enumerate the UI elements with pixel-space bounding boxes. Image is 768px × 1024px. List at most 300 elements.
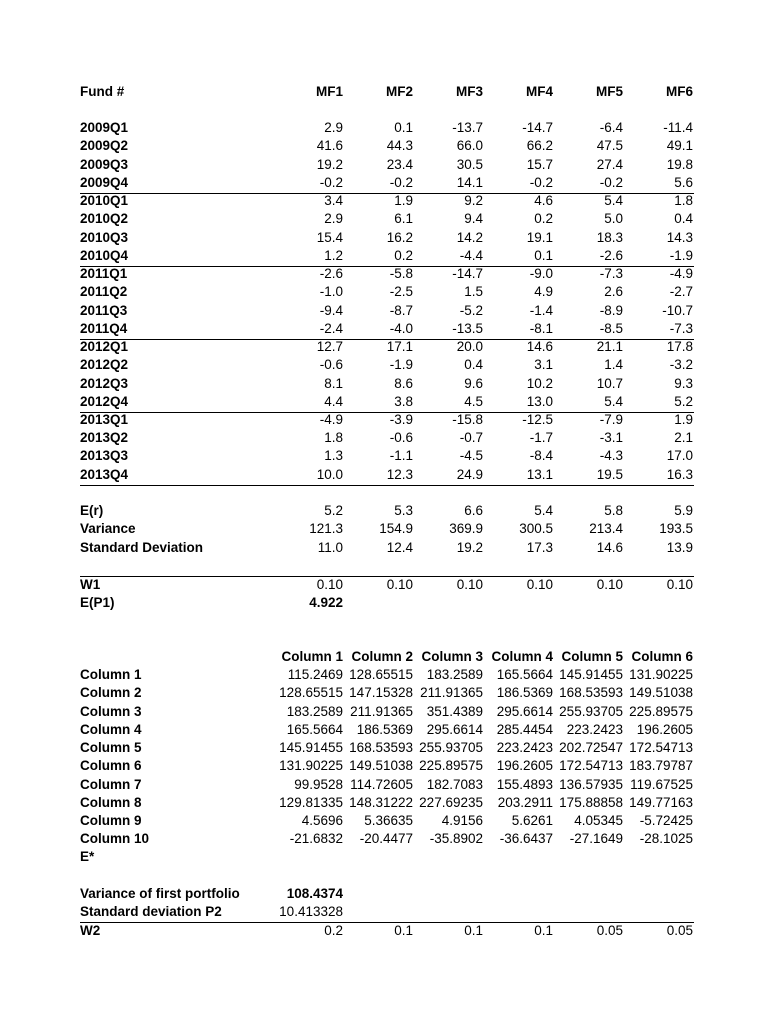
cell-value: -13.7 [452, 120, 483, 135]
cell-value: 19.2 [456, 540, 483, 555]
cell-value: 1.3 [324, 448, 343, 463]
cell-value: 4.4 [324, 394, 343, 409]
cell-value: -4.5 [459, 448, 483, 463]
cell-value: 165.5664 [286, 722, 343, 737]
cell-value: -7.3 [669, 321, 693, 336]
row-label: 2013Q4 [80, 467, 129, 482]
cell-value: -6.4 [599, 120, 623, 135]
cell-value: 4.5 [464, 394, 483, 409]
cell-value: 183.2589 [286, 704, 343, 719]
cell-value: -0.2 [389, 175, 413, 190]
cell-value: -0.7 [459, 430, 483, 445]
cell-value: -7.9 [599, 412, 623, 427]
cell-value: 0.2 [534, 211, 553, 226]
cell-value: 0.4 [464, 357, 483, 372]
cell-value: -9.4 [319, 303, 343, 318]
row-label: E(r) [80, 503, 104, 518]
stats-row [80, 502, 700, 520]
cell-value: 30.5 [456, 157, 483, 172]
quarter-row [80, 119, 700, 137]
row-label: Column 10 [80, 831, 150, 846]
cell-value: 129.81335 [279, 795, 343, 810]
cell-value: -11.4 [663, 120, 693, 135]
cell-value: 149.51038 [349, 758, 413, 773]
cell-value: 6.6 [464, 503, 483, 518]
cell-value: 168.53593 [349, 740, 413, 755]
cov-row [80, 830, 700, 848]
quarter-row [80, 338, 700, 356]
divider [80, 485, 694, 486]
cell-value: 351.4389 [426, 704, 483, 719]
cell-value: -27.1649 [569, 831, 623, 846]
stats-row [80, 539, 700, 557]
cell-value: 369.9 [449, 521, 483, 536]
cell-value: 0.4 [674, 211, 693, 226]
cell-value: 3.4 [324, 193, 343, 208]
cell-value: 47.5 [596, 138, 623, 153]
cell-value: 41.6 [316, 138, 343, 153]
cov-header: Column 4 [491, 649, 553, 664]
row-label: 2013Q1 [80, 412, 129, 427]
cell-value: -5.8 [389, 266, 413, 281]
divider [80, 412, 694, 413]
stdev-p2-value: 10.413328 [279, 904, 343, 919]
quarter-row [80, 247, 700, 265]
cell-value: 19.8 [666, 157, 693, 172]
cell-value: 227.69235 [419, 795, 483, 810]
quarter-row [80, 429, 700, 447]
cell-value: 255.93705 [419, 740, 483, 755]
row-label: 2012Q4 [80, 394, 129, 409]
ep1-value: 4.922 [309, 595, 343, 610]
cell-value: -5.2 [459, 303, 483, 318]
row-label: Column 6 [80, 758, 142, 773]
cell-value: 5.3 [394, 503, 413, 518]
cell-value: 5.8 [604, 503, 623, 518]
cell-value: 12.7 [316, 339, 343, 354]
cell-value: 121.3 [309, 521, 343, 536]
cell-value: 0.10 [316, 577, 343, 592]
ep1-row [80, 594, 700, 612]
cell-value: 13.0 [526, 394, 553, 409]
cell-value: 15.4 [316, 230, 343, 245]
cov-header: Column 6 [631, 649, 693, 664]
cov-row [80, 703, 700, 721]
stats-row [80, 520, 700, 538]
cell-value: -3.9 [389, 412, 413, 427]
cell-value: 17.3 [526, 540, 553, 555]
cell-value: 14.1 [456, 175, 483, 190]
fund-header: MF2 [386, 84, 413, 99]
cell-value: 4.9156 [441, 813, 483, 828]
cell-value: -8.1 [529, 321, 553, 336]
row-label: 2011Q4 [80, 321, 128, 336]
row-label: E* [80, 849, 95, 864]
variance-p1-row [80, 885, 700, 903]
row-label: Column 5 [80, 740, 142, 755]
cell-value: -0.2 [599, 175, 623, 190]
quarter-row [80, 229, 700, 247]
cov-header-row [80, 648, 700, 666]
row-label: E(P1) [80, 595, 115, 610]
cell-value: 13.1 [526, 467, 553, 482]
cell-value: 131.90225 [629, 667, 693, 682]
cell-value: 285.4454 [496, 722, 553, 737]
cell-value: 128.65515 [349, 667, 413, 682]
stdev-p2-row [80, 903, 700, 921]
cell-value: 2.9 [324, 120, 343, 135]
cell-value: 0.2 [394, 248, 413, 263]
cell-value: -0.6 [319, 357, 343, 372]
cov-header: Column 1 [281, 649, 343, 664]
cell-value: 2.1 [674, 430, 693, 445]
cell-value: 196.2605 [496, 758, 553, 773]
cell-value: -1.9 [389, 357, 413, 372]
row-label: Variance [80, 521, 136, 536]
cell-value: 1.9 [394, 193, 413, 208]
row-label: W2 [80, 923, 101, 938]
cell-value: 1.4 [604, 357, 623, 372]
cell-value: 5.6 [674, 175, 693, 190]
cell-value: 149.77163 [629, 795, 693, 810]
cell-value: 183.2589 [426, 667, 483, 682]
cell-value: -12.5 [522, 412, 553, 427]
cell-value: 168.53593 [559, 685, 623, 700]
cell-value: -8.7 [389, 303, 413, 318]
cell-value: 14.3 [666, 230, 693, 245]
cell-value: 0.10 [526, 577, 553, 592]
row-label: Column 7 [80, 777, 142, 792]
cell-value: -8.9 [599, 303, 623, 318]
cell-value: 5.2 [324, 503, 343, 518]
w2-row [80, 922, 700, 940]
row-label: 2010Q4 [80, 248, 129, 263]
cell-value: 5.4 [604, 193, 623, 208]
cell-value: -28.1025 [639, 831, 693, 846]
cell-value: 186.5369 [356, 722, 413, 737]
cell-value: 145.91455 [559, 667, 623, 682]
cell-value: 148.31222 [349, 795, 413, 810]
cell-value: 0.1 [394, 120, 413, 135]
cell-value: 23.4 [386, 157, 413, 172]
row-label: 2009Q2 [80, 138, 129, 153]
quarter-row [80, 356, 700, 374]
cell-value: 9.4 [464, 211, 483, 226]
cell-value: 21.1 [596, 339, 623, 354]
cov-row [80, 721, 700, 739]
cov-header: Column 3 [421, 649, 483, 664]
quarter-row [80, 375, 700, 393]
cell-value: 165.5664 [496, 667, 553, 682]
cell-value: 0.10 [456, 577, 483, 592]
cell-value: -0.2 [529, 175, 553, 190]
cell-value: 182.7083 [426, 777, 483, 792]
row-label: 2010Q3 [80, 230, 129, 245]
row-label: Variance of first portfolio [80, 886, 240, 901]
cell-value: 1.8 [674, 193, 693, 208]
quarter-row [80, 265, 700, 283]
row-label: 2009Q4 [80, 175, 129, 190]
cell-value: 1.8 [324, 430, 343, 445]
cell-value: -1.1 [389, 448, 413, 463]
cell-value: 11.0 [317, 540, 343, 555]
cell-value: 115.2469 [287, 667, 343, 682]
cell-value: 211.91365 [350, 704, 413, 719]
quarter-row [80, 447, 700, 465]
cell-value: 225.89575 [629, 704, 693, 719]
cell-value: 10.2 [526, 376, 553, 391]
cell-value: -4.9 [669, 266, 693, 281]
cell-value: -14.7 [522, 120, 553, 135]
cell-value: -4.9 [319, 412, 343, 427]
cell-value: 0.10 [386, 577, 413, 592]
row-label: W1 [80, 577, 101, 592]
cell-value: 2.6 [604, 284, 623, 299]
cell-value: -2.4 [319, 321, 343, 336]
cell-value: -21.6832 [289, 831, 343, 846]
variance-p1-value: 108.4374 [286, 886, 343, 901]
row-label: 2010Q1 [80, 193, 129, 208]
cell-value: -14.7 [452, 266, 483, 281]
cell-value: 9.3 [674, 376, 693, 391]
cell-value: -20.4477 [359, 831, 413, 846]
cell-value: 24.9 [456, 467, 483, 482]
cell-value: 5.4 [534, 503, 553, 518]
row-label: 2011Q3 [80, 303, 128, 318]
divider [80, 339, 694, 340]
cell-value: 203.2911 [497, 795, 553, 810]
cell-value: 8.6 [394, 376, 413, 391]
row-label: Column 2 [80, 685, 142, 700]
cell-value: 17.0 [666, 448, 693, 463]
cov-row [80, 666, 700, 684]
cell-value: 10.7 [596, 376, 623, 391]
cell-value: 9.2 [464, 193, 483, 208]
cell-value: 154.9 [379, 521, 413, 536]
row-label: 2013Q3 [80, 448, 129, 463]
cell-value: 225.89575 [419, 758, 483, 773]
w1-row [80, 576, 700, 594]
quarter-row [80, 466, 700, 484]
cov-row [80, 776, 700, 794]
cell-value: 175.88858 [559, 795, 623, 810]
fund-header: MF5 [596, 84, 623, 99]
cell-value: -9.0 [529, 266, 553, 281]
cell-value: -0.6 [389, 430, 413, 445]
row-label: 2010Q2 [80, 211, 129, 226]
cell-value: 0.2 [324, 923, 343, 938]
cell-value: 223.2423 [496, 740, 553, 755]
cell-value: -15.8 [452, 412, 483, 427]
cell-value: 119.67525 [630, 777, 693, 792]
cell-value: 14.6 [596, 540, 623, 555]
cov-header: Column 5 [561, 649, 623, 664]
cell-value: 17.8 [666, 339, 693, 354]
cell-value: -4.4 [459, 248, 483, 263]
cell-value: 18.3 [596, 230, 623, 245]
cell-value: 66.2 [526, 138, 553, 153]
quarter-row [80, 283, 700, 301]
cell-value: -4.3 [599, 448, 623, 463]
cell-value: 300.5 [519, 521, 553, 536]
cell-value: 196.2605 [636, 722, 693, 737]
row-label: Column 9 [80, 813, 142, 828]
row-label: Fund # [80, 84, 125, 99]
cell-value: 0.1 [534, 923, 553, 938]
cell-value: 5.36635 [364, 813, 413, 828]
cell-value: 149.51038 [629, 685, 693, 700]
cell-value: 202.72547 [559, 740, 623, 755]
cell-value: 193.5 [659, 521, 693, 536]
cell-value: 155.4893 [496, 777, 553, 792]
row-label: Standard Deviation [80, 540, 204, 555]
cell-value: 20.0 [456, 339, 483, 354]
cell-value: 213.4 [589, 521, 623, 536]
cell-value: 0.10 [666, 577, 693, 592]
cell-value: 5.6261 [511, 813, 553, 828]
quarter-row [80, 174, 700, 192]
cell-value: 44.3 [386, 138, 413, 153]
fund-header-row [80, 83, 700, 101]
cell-value: 10.0 [316, 467, 343, 482]
cell-value: 14.6 [526, 339, 553, 354]
cell-value: 19.5 [596, 467, 623, 482]
cell-value: 0.10 [596, 577, 623, 592]
fund-header: MF1 [316, 84, 343, 99]
quarter-row [80, 137, 700, 155]
cell-value: 27.4 [596, 157, 623, 172]
cell-value: 186.5369 [496, 685, 553, 700]
estar-row [80, 848, 700, 866]
cell-value: 1.9 [674, 412, 693, 427]
cell-value: 4.5696 [301, 813, 343, 828]
cell-value: -8.4 [529, 448, 553, 463]
cell-value: 255.93705 [559, 704, 623, 719]
quarter-row [80, 192, 700, 210]
cell-value: -2.6 [319, 266, 343, 281]
cell-value: 12.3 [386, 467, 413, 482]
cell-value: -1.4 [529, 303, 553, 318]
cell-value: 128.65515 [279, 685, 343, 700]
cov-header: Column 2 [351, 649, 413, 664]
cell-value: 5.9 [674, 503, 693, 518]
fund-header: MF4 [526, 84, 553, 99]
cell-value: -10.7 [662, 303, 693, 318]
cov-row [80, 757, 700, 775]
cell-value: -1.0 [319, 284, 343, 299]
cell-value: 17.1 [386, 339, 413, 354]
cell-value: 16.3 [666, 467, 693, 482]
cell-value: 3.8 [394, 394, 413, 409]
cell-value: -1.7 [529, 430, 553, 445]
cell-value: 295.6614 [496, 704, 553, 719]
cell-value: 4.6 [534, 193, 553, 208]
cell-value: 13.9 [666, 540, 693, 555]
cell-value: 183.79787 [629, 758, 693, 773]
cell-value: 131.90225 [279, 758, 343, 773]
cell-value: 8.1 [324, 376, 343, 391]
row-label: 2013Q2 [80, 430, 129, 445]
cell-value: -3.2 [669, 357, 693, 372]
cell-value: -0.2 [319, 175, 343, 190]
cell-value: 19.1 [526, 230, 553, 245]
row-label: 2009Q3 [80, 157, 129, 172]
cell-value: 211.91365 [420, 685, 483, 700]
cell-value: 66.0 [456, 138, 483, 153]
cell-value: -35.8902 [429, 831, 483, 846]
cell-value: 147.15328 [349, 685, 413, 700]
fund-header: MF3 [456, 84, 483, 99]
cell-value: 16.2 [386, 230, 413, 245]
cell-value: 0.1 [534, 248, 553, 263]
cell-value: -36.6437 [499, 831, 553, 846]
cell-value: 1.2 [324, 248, 343, 263]
quarter-row [80, 393, 700, 411]
cell-value: 223.2423 [566, 722, 623, 737]
row-label: Column 4 [80, 722, 142, 737]
cell-value: 6.1 [394, 211, 413, 226]
row-label: Column 3 [80, 704, 142, 719]
row-label: 2011Q2 [80, 284, 128, 299]
cell-value: 0.1 [464, 923, 483, 938]
divider [80, 266, 694, 267]
cov-row [80, 794, 700, 812]
cell-value: -2.5 [389, 284, 413, 299]
cell-value: 4.05345 [574, 813, 623, 828]
cell-value: -3.1 [599, 430, 623, 445]
row-label: Standard deviation P2 [80, 904, 222, 919]
cell-value: 136.57935 [559, 777, 623, 792]
row-label: 2009Q1 [80, 120, 129, 135]
cov-row [80, 739, 700, 757]
cell-value: -7.3 [599, 266, 623, 281]
cell-value: 99.9528 [294, 777, 343, 792]
cell-value: -13.5 [452, 321, 483, 336]
quarter-row [80, 320, 700, 338]
cell-value: 15.7 [526, 157, 553, 172]
cell-value: 0.1 [394, 923, 413, 938]
quarter-row [80, 156, 700, 174]
cell-value: 172.54713 [629, 740, 693, 755]
cell-value: 19.2 [316, 157, 343, 172]
cell-value: -5.72425 [639, 813, 693, 828]
row-label: 2012Q1 [80, 339, 129, 354]
row-label: 2012Q3 [80, 376, 129, 391]
cell-value: 3.1 [534, 357, 553, 372]
cell-value: 5.2 [674, 394, 693, 409]
cell-value: 0.05 [596, 923, 623, 938]
cell-value: -4.0 [389, 321, 413, 336]
row-label: 2012Q2 [80, 357, 129, 372]
cell-value: 172.54713 [559, 758, 623, 773]
cell-value: 5.4 [604, 394, 623, 409]
cell-value: -8.5 [599, 321, 623, 336]
cell-value: 12.4 [386, 540, 413, 555]
row-label: Column 8 [80, 795, 142, 810]
cov-row [80, 812, 700, 830]
quarter-row [80, 411, 700, 429]
cell-value: 114.72605 [350, 777, 413, 792]
cell-value: 9.6 [464, 376, 483, 391]
row-label: 2011Q1 [80, 266, 128, 281]
cell-value: -2.6 [599, 248, 623, 263]
cell-value: 2.9 [324, 211, 343, 226]
cell-value: 1.5 [464, 284, 483, 299]
quarter-row [80, 210, 700, 228]
row-label: Column 1 [80, 667, 142, 682]
fund-header: MF6 [666, 84, 693, 99]
divider [80, 193, 694, 194]
